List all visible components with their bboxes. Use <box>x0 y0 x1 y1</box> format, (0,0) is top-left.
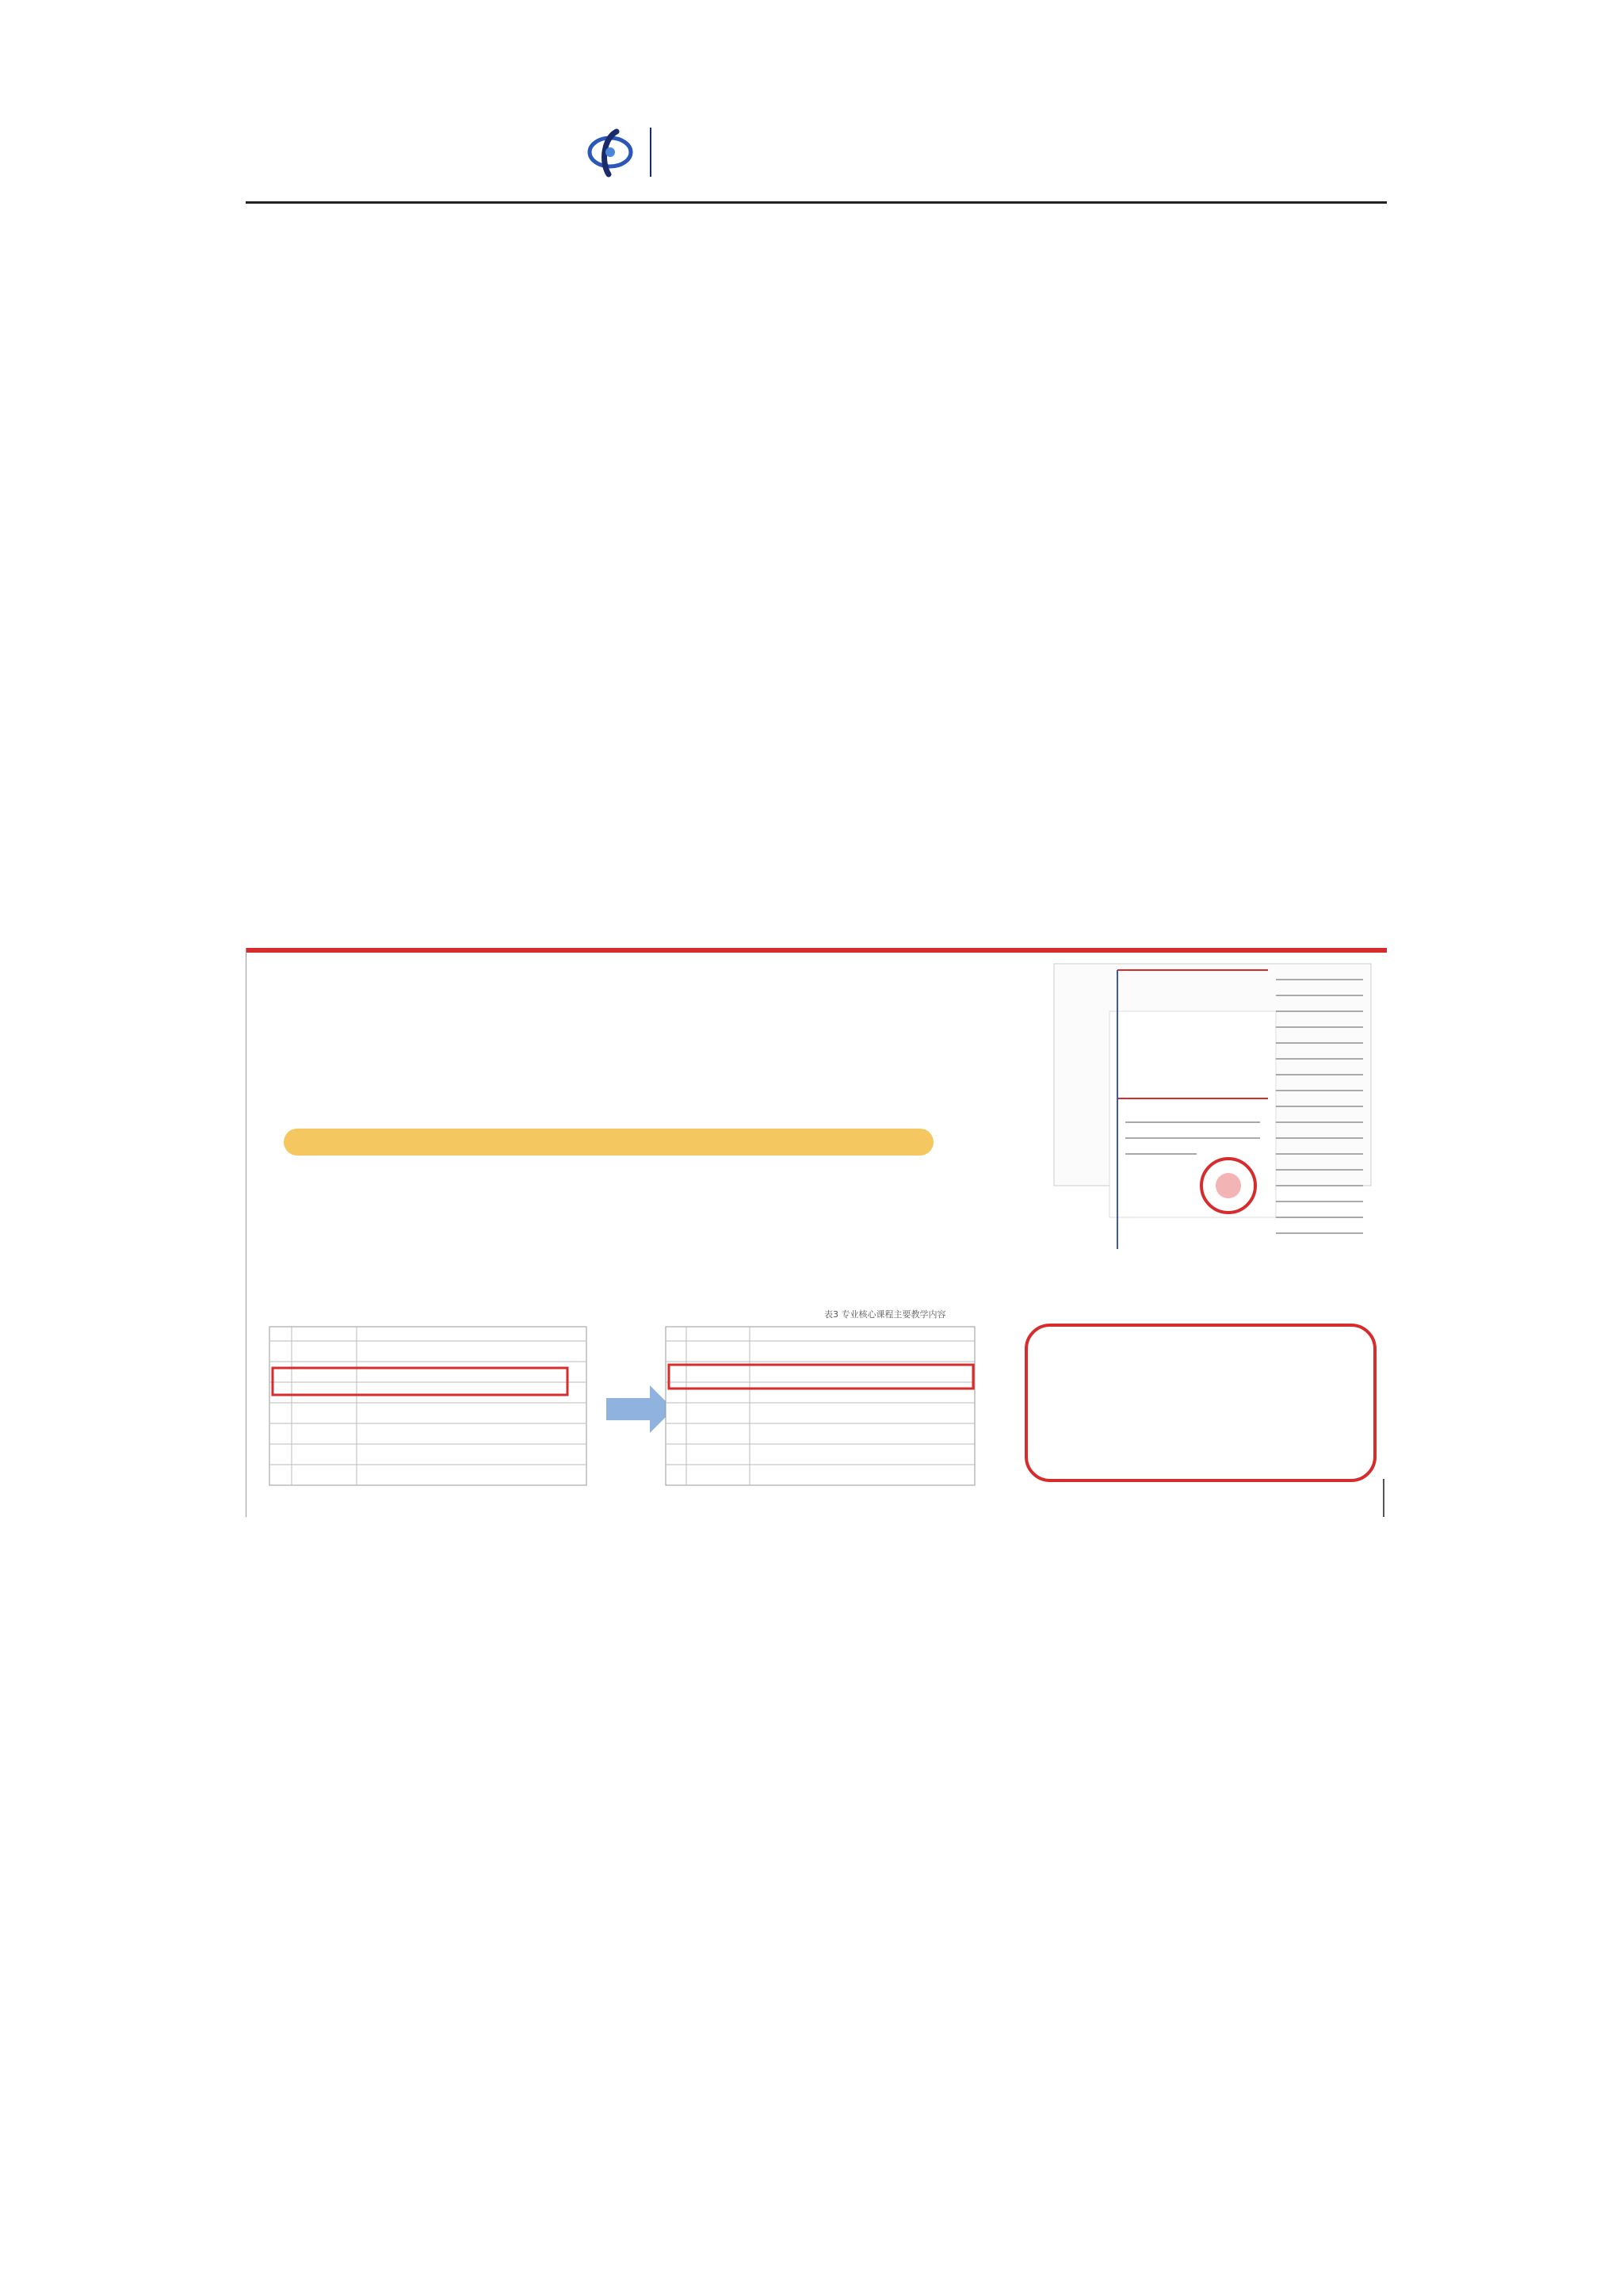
page-header <box>246 119 1387 206</box>
policy-figure <box>246 948 1387 1517</box>
syllabus-table-2017 <box>269 1327 586 1485</box>
policy-figure-svg <box>246 948 1387 1517</box>
svg-text:表3 专业核心课程主要教学内容: 表3 专业核心课程主要教学内容 <box>824 1309 946 1320</box>
syllabus-table-2019 <box>666 1308 975 1485</box>
timeline-bar <box>284 1129 934 1156</box>
header-logos <box>586 127 704 178</box>
logo-divider <box>650 128 651 177</box>
header-rule <box>246 201 1387 204</box>
googoltech-logo-icon <box>586 127 637 178</box>
new-jobs-box <box>1026 1325 1375 1480</box>
